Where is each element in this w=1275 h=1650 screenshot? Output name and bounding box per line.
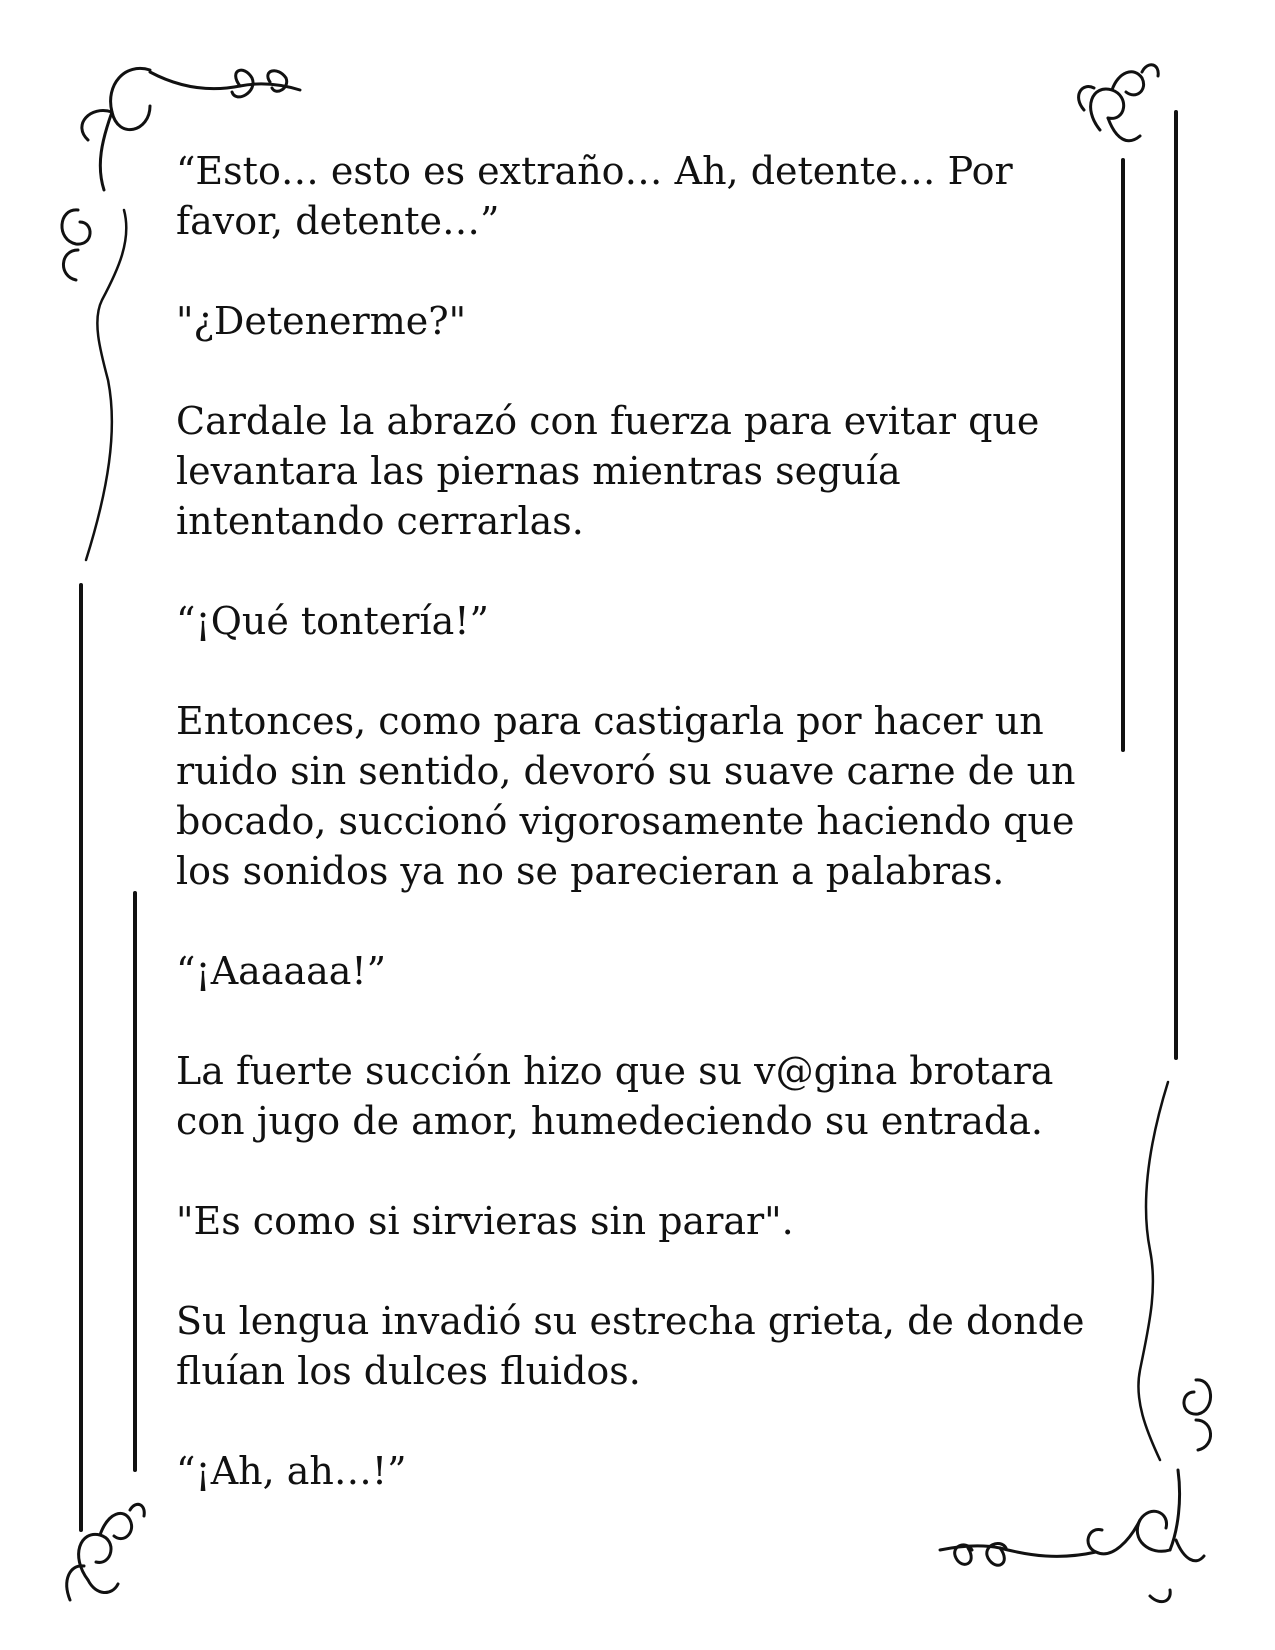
paragraph-4 <box>176 596 1096 646</box>
paragraph-1 <box>176 146 1096 246</box>
paragraph-9 <box>176 1296 1096 1396</box>
page-text <box>176 146 1096 1546</box>
paragraph-5 <box>176 696 1096 896</box>
text-line: “Esto… esto es extraño… Ah, detente… Por <box>176 149 1013 193</box>
text-line: favor, detente…” <box>176 199 500 243</box>
paragraph-7 <box>176 1046 1096 1146</box>
text-line: La fuerte succión hizo que su v@gina brotara <box>176 1049 1054 1093</box>
paragraph-6 <box>176 946 1096 996</box>
text-line: intentando cerrarlas. <box>176 499 584 543</box>
paragraph-2 <box>176 296 1096 346</box>
text-line: los sonidos ya no se parecieran a palabras. <box>176 849 1005 893</box>
text-line: "¿Detenerme?" <box>176 299 467 343</box>
text-line: Cardale la abrazó con fuerza para evitar que <box>176 399 1040 443</box>
bottom-left-flourish <box>67 1504 144 1600</box>
text-line: bocado, succionó vigorosamente haciendo que <box>176 799 1075 843</box>
paragraph-10 <box>176 1446 1096 1496</box>
text-line: con jugo de amor, humedeciendo su entrada. <box>176 1099 1043 1143</box>
paragraph-8 <box>176 1196 1096 1246</box>
text-line: "Es como si sirvieras sin parar". <box>176 1199 794 1243</box>
text-line: “¡Aaaaaa!” <box>176 949 387 993</box>
text-line: “¡Ah, ah…!” <box>176 1449 407 1493</box>
text-line: Su lengua invadió su estrecha grieta, de donde <box>176 1299 1085 1343</box>
text-line: levantara las piernas mientras seguía <box>176 449 901 493</box>
paragraph-3 <box>176 396 1096 546</box>
text-line: Entonces, como para castigarla por hacer un <box>176 699 1044 743</box>
text-line: ruido sin sentido, devoró su suave carne de un <box>176 749 1076 793</box>
text-line: “¡Qué tontería!” <box>176 599 489 643</box>
top-right-flourish <box>1079 65 1159 141</box>
text-line: fluían los dulces fluidos. <box>176 1349 641 1393</box>
